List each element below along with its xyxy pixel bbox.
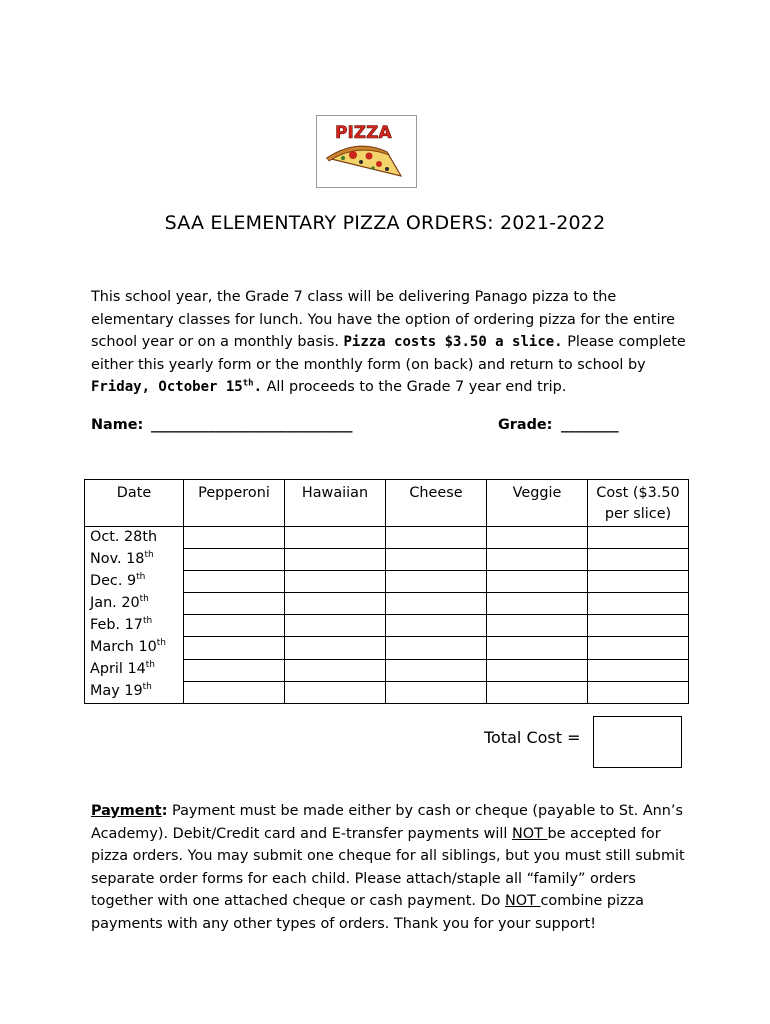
payment-text-1: Payment must be made either by cash or cheque (payable to St. Ann’s Academy). Debit/Credit card and E-transfer payments will	[91, 803, 683, 842]
veggie-cell[interactable]	[487, 549, 588, 571]
intro-text-3: All proceeds to the Grade 7 year end trip.	[262, 379, 567, 395]
header-cost: Cost ($3.50 per slice)	[588, 480, 689, 527]
table-row	[85, 571, 689, 593]
table-row	[85, 549, 689, 571]
veggie-cell[interactable]	[487, 637, 588, 659]
pepperoni-cell[interactable]	[184, 615, 285, 637]
order-table	[84, 479, 689, 704]
date-cell: Oct. 28th	[85, 527, 184, 549]
cost-cell[interactable]	[588, 571, 689, 593]
cheese-cell[interactable]	[386, 659, 487, 681]
date-cell: Dec. 9th	[85, 571, 184, 593]
date-cell: Jan. 20th	[85, 593, 184, 615]
cost-cell[interactable]	[588, 615, 689, 637]
table-row	[85, 659, 689, 681]
logo-text: PIZZA	[335, 123, 392, 143]
date-cell: Nov. 18th	[85, 549, 184, 571]
veggie-cell[interactable]	[487, 615, 588, 637]
cheese-cell[interactable]	[386, 593, 487, 615]
page-title: SAA ELEMENTARY PIZZA ORDERS: 2021-2022	[164, 212, 606, 234]
cost-cell[interactable]	[588, 637, 689, 659]
date-cell: May 19th	[85, 681, 184, 703]
header-pepperoni: Pepperoni	[184, 480, 285, 527]
pepperoni-cell[interactable]	[184, 593, 285, 615]
header-hawaiian: Hawaiian	[285, 480, 386, 527]
cheese-cell[interactable]	[386, 615, 487, 637]
cost-cell[interactable]	[588, 593, 689, 615]
cost-cell[interactable]	[588, 549, 689, 571]
intro-text-1: This school year, the Grade 7 class will be delivering Panago pizza to the elementary classes for lunch. You have the option of ordering pizza for the entire school year or on a monthly basis.	[91, 289, 676, 350]
intro-text-2: Please complete either this yearly form or the monthly form (on back) and return to school by	[91, 334, 686, 373]
hawaiian-cell[interactable]	[285, 615, 386, 637]
table-row	[85, 615, 689, 637]
payment-label: Payment	[91, 803, 162, 819]
name-field[interactable]: ____________________________	[151, 417, 353, 433]
header-veggie: Veggie	[487, 480, 588, 527]
pepperoni-cell[interactable]	[184, 681, 285, 703]
pizza-slice-icon	[317, 116, 416, 187]
table-row	[85, 637, 689, 659]
payment-text-2: be accepted for pizza orders. You may submit one cheque for all siblings, but you must still submit separate order forms for each child. Please attach/staple all “family” orders together with one attached cheque or cash payment. Do	[91, 825, 685, 909]
table-header-row	[85, 480, 689, 527]
name-label: Name:	[91, 417, 144, 433]
cheese-cell[interactable]	[386, 637, 487, 659]
veggie-cell[interactable]	[487, 527, 588, 549]
header-date: Date	[85, 480, 184, 527]
pepperoni-cell[interactable]	[184, 659, 285, 681]
deadline-date: Friday, October 15th.	[91, 378, 262, 395]
hawaiian-cell[interactable]	[285, 593, 386, 615]
hawaiian-cell[interactable]	[285, 571, 386, 593]
cost-cell[interactable]	[588, 681, 689, 703]
intro-paragraph	[91, 286, 691, 399]
veggie-cell[interactable]	[487, 593, 588, 615]
table-row	[85, 527, 689, 549]
hawaiian-cell[interactable]	[285, 527, 386, 549]
pepperoni-cell[interactable]	[184, 527, 285, 549]
hawaiian-cell[interactable]	[285, 681, 386, 703]
grade-label: Grade:	[498, 417, 553, 433]
pizza-logo	[316, 115, 417, 188]
date-cell: Feb. 17th	[85, 615, 184, 637]
price-note: Pizza costs $3.50 a slice.	[343, 334, 563, 350]
cheese-cell[interactable]	[386, 527, 487, 549]
cost-cell[interactable]	[588, 659, 689, 681]
hawaiian-cell[interactable]	[285, 549, 386, 571]
not-emphasis-2: NOT	[505, 893, 541, 909]
hawaiian-cell[interactable]	[285, 637, 386, 659]
date-cell: March 10th	[85, 637, 184, 659]
cheese-cell[interactable]	[386, 549, 487, 571]
cost-cell[interactable]	[588, 527, 689, 549]
cheese-cell[interactable]	[386, 571, 487, 593]
pepperoni-cell[interactable]	[184, 549, 285, 571]
date-cell: April 14th	[85, 659, 184, 681]
grade-field[interactable]: ________	[561, 417, 619, 433]
total-cost-label: Total Cost =	[484, 728, 581, 747]
veggie-cell[interactable]	[487, 681, 588, 703]
not-emphasis-1: NOT	[511, 825, 548, 842]
payment-text-3: combine pizza payments with any other types of orders. Thank you for your support!	[91, 893, 644, 932]
hawaiian-cell[interactable]	[285, 659, 386, 681]
veggie-cell[interactable]	[487, 659, 588, 681]
pepperoni-cell[interactable]	[184, 637, 285, 659]
table-row	[85, 681, 689, 703]
table-row	[85, 593, 689, 615]
total-cost-box[interactable]	[593, 716, 682, 768]
veggie-cell[interactable]	[487, 571, 588, 593]
cheese-cell[interactable]	[386, 681, 487, 703]
header-cheese: Cheese	[386, 480, 487, 527]
pepperoni-cell[interactable]	[184, 571, 285, 593]
payment-paragraph: Payment: Payment must be made either by cash or cheque (payable to St. Ann’s Academy). Debit/Credit card and E-transfer payments will NOT be accepted for pizza orders. You may submit one cheque for all siblings, but you must still submit separate order forms for each child. Please attach/staple all “family” orders together with one attached cheque or cash payment. Do NOT combine pizza payments with any other types of orders. Thank you for your support!	[91, 803, 685, 932]
